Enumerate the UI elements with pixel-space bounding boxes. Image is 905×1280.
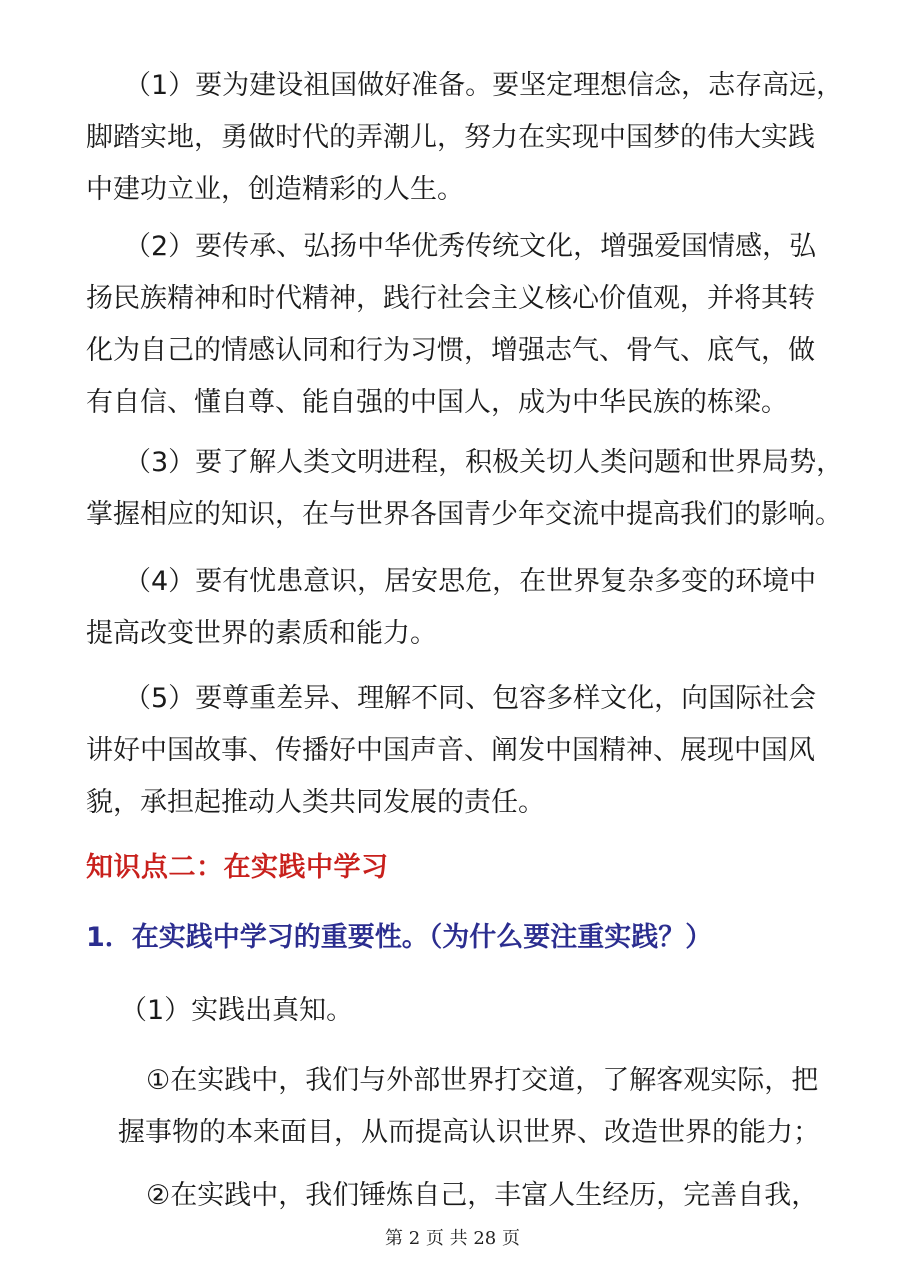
text-line: 讲好中国故事、传播好中国声音、阐发中国精神、展现中国风 — [86, 735, 815, 766]
item-1 — [118, 1055, 878, 1159]
paragraph-1 — [86, 60, 846, 216]
text-line: （2）要传承、弘扬中华优秀传统文化，增强爱国情感，弘 — [124, 231, 817, 262]
text-line: 掌握相应的知识，在与世界各国青少年交流中提高我们的影响。 — [86, 499, 842, 530]
text-line: ①在实践中，我们与外部世界打交道，了解客观实际，把 — [146, 1065, 819, 1096]
text-line: （5）要尊重差异、理解不同、包容多样文化，向国际社会 — [124, 683, 817, 714]
text-line: 有自信、懂自尊、能自强的中国人，成为中华民族的栋梁。 — [86, 387, 788, 418]
text-line: ②在实践中，我们锤炼自己，丰富人生经历，完善自我， — [146, 1180, 819, 1211]
text-line: 握事物的本来面目，从而提高认识世界、改造世界的能力； — [118, 1117, 820, 1148]
text-line: 化为自己的情感认同和行为习惯，增强志气、骨气、底气，做 — [86, 335, 815, 366]
item-2 — [146, 1170, 905, 1222]
text-line: （3）要了解人类文明进程，积极关切人类问题和世界局势， — [124, 447, 844, 478]
paragraph-2 — [86, 221, 846, 429]
text-line: 扬民族精神和时代精神，践行社会主义核心价值观，并将其转 — [86, 283, 815, 314]
text-line: （4）要有忧患意识，居安思危，在世界复杂多变的环境中 — [124, 566, 817, 597]
question-heading: 1．在实践中学习的重要性。（为什么要注重实践？） — [86, 922, 713, 953]
subpoint-heading: （1）实践出真知。 — [120, 995, 354, 1026]
text-line: 脚踏实地，勇做时代的弄潮儿，努力在实现中国梦的伟大实践 — [86, 122, 815, 153]
text-line: 中建功立业，创造精彩的人生。 — [86, 174, 464, 205]
paragraph-5 — [86, 673, 846, 829]
text-line: 貌，承担起推动人类共同发展的责任。 — [86, 787, 545, 818]
paragraph-3 — [86, 437, 846, 541]
section-heading: 知识点二：在实践中学习 — [86, 852, 389, 883]
paragraph-4 — [86, 556, 846, 660]
text-line: 提高改变世界的素质和能力。 — [86, 618, 437, 649]
page-number-footer: 第 2 页 共 28 页 — [385, 1228, 520, 1249]
text-line: （1）要为建设祖国做好准备。要坚定理想信念，志存高远， — [124, 70, 844, 101]
